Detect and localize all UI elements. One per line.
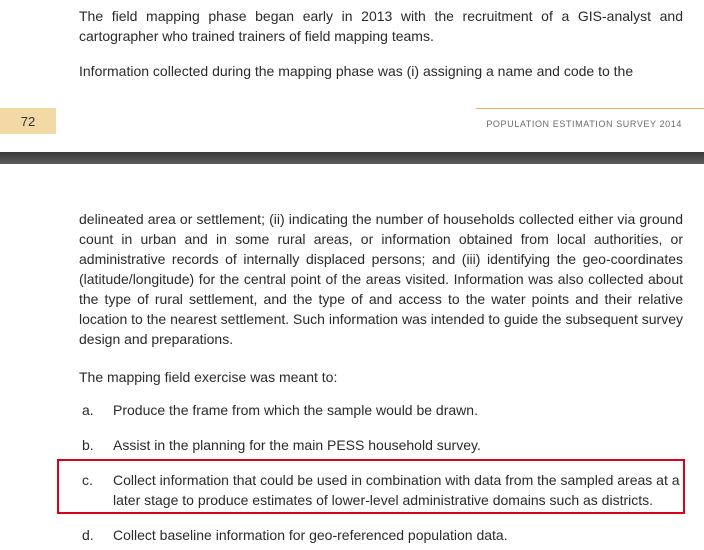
list-marker: c. <box>82 472 93 488</box>
page-number-badge: 72 <box>0 108 56 134</box>
list-intro: The mapping field exercise was meant to: <box>79 369 338 385</box>
highlight-box-item-c <box>57 459 685 514</box>
page-break-divider <box>0 152 704 164</box>
list-item-text: Collect information that could be used in combination with data from the sampled areas at a later stage to produce estimates of lower-level administrative domains such as districts. <box>113 472 680 508</box>
paragraph-information-collected-start: Information collected during the mapping phase was (i) assigning a name and code to the <box>79 63 634 79</box>
list-marker: b. <box>82 437 94 453</box>
list-marker: a. <box>82 402 94 418</box>
list-item-text: Collect baseline information for geo-referenced population data. <box>113 527 508 543</box>
list-marker: d. <box>82 527 94 543</box>
footer-rule <box>476 108 704 109</box>
running-footer-title: POPULATION ESTIMATION SURVEY 2014 <box>486 119 682 129</box>
paragraph-field-mapping-phase: The field mapping phase began early in 2013 with the recruitment of a GIS-analyst and cartographer who trained trainers of field mapping teams. <box>79 8 683 44</box>
list-item-text: Produce the frame from which the sample would be drawn. <box>113 402 478 418</box>
list-item-text: Assist in the planning for the main PESS household survey. <box>113 437 481 453</box>
paragraph-information-collected-continued: delineated area or settlement; (ii) indicating the number of households collected either via ground count in urban and in some rural areas, or information obtained from local authorities, or administrative records of internally displaced persons; and (iii) identifying the geo-coordinates (latitude/longitude) for the central point of the areas visited. Information was also collected about the type of rural settlement, and the type of and access to the water points and their relative location to the nearest settlement. Such information was intended to guide the subsequent survey design and preparations. <box>79 211 683 347</box>
